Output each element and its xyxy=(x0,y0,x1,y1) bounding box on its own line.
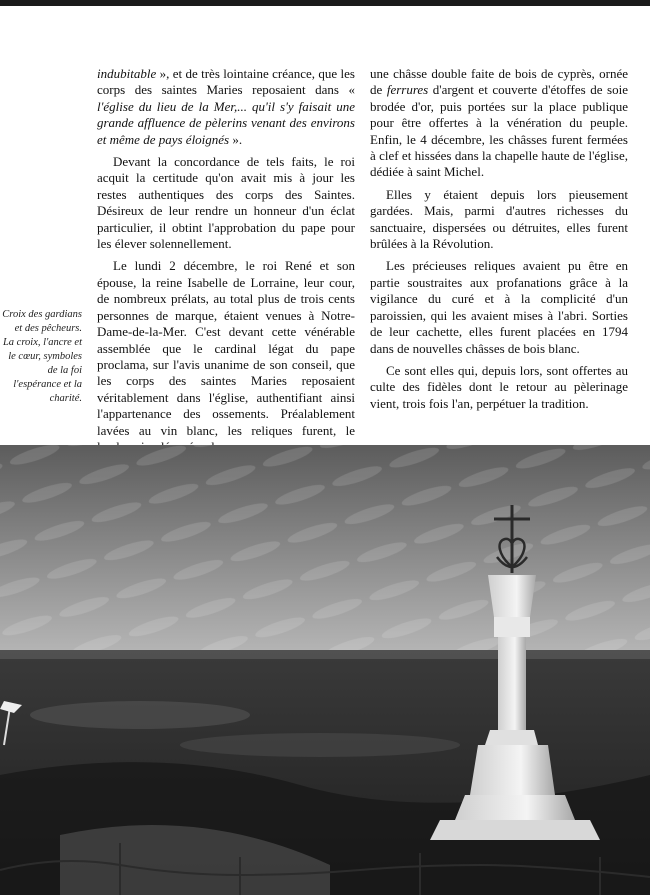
page-top-border xyxy=(0,0,650,6)
photo-caption: Croix des gardians et des pêcheurs. La croix, l'ancre et le cœur, symboles de la foi l'espérance et la charité. xyxy=(2,309,82,404)
photo-camargue-cross xyxy=(0,445,650,895)
water-pool xyxy=(30,701,250,729)
text-column-left xyxy=(97,66,355,461)
paragraph xyxy=(370,66,628,181)
clouds xyxy=(0,445,650,660)
text-run: une châsse double faite de bois de cyprès, ornée de xyxy=(370,66,628,98)
text-run: », et de très lointaine créance, que les corps des saintes Maries reposaient dans « xyxy=(97,66,355,98)
paragraph: Ce sont elles qui, depuis lors, sont offertes au culte des fidèles dont le retour au pèlerinage vient, trois fois l'an, perpétuer la tradition. xyxy=(370,362,628,411)
text-column-right xyxy=(370,66,628,418)
text-run: d'argent et couverte d'étoffes de soie brodée d'or, puis portées sur la place publique pour être offertes à la vénération du peuple. Enfin, le 4 décembre, les châsses furent fermées à clef et hissées dans la chapelle haute de l'église, dédiée à saint Michel. xyxy=(370,82,628,180)
italic-quote: indubitable xyxy=(97,66,157,81)
paragraph xyxy=(97,66,355,148)
paragraph: Les précieuses reliques avaient pu être en partie soustraites aux profanations grâce à la vigilance du curé et à la complicité d'un paroissien, qui les avaient mises à l'abri. Sorties de leur cachette, elles furent placées en 1794 dans de nouvelles châsses de bois blanc. xyxy=(370,258,628,356)
text-run: ». xyxy=(229,131,243,147)
paragraph: Elles y étaient depuis lors pieusement gardées. Mais, parmi d'autres richesses du sanctuaire, dispersées ou détruites, elles furent brûlées à la Révolution. xyxy=(370,186,628,252)
italic-word: ferrures xyxy=(386,82,429,98)
paragraph: Le lundi 2 décembre, le roi René et son épouse, la reine Isabelle de Lorraine, leur cour, de nombreux prélats, au total plus de trois cents personnes de marque, étaient venues à Notre-Dame-de-la-Mer. C'est devant cette vénérable assemblée que le cardinal légat du pape proclama, sur l'avis unanime de son conseil, que les corps des saintes Maries reposaient véritablement dans l'église, authentifiant ainsi l'appartenance des ossements. Préalablement lavées au vin blanc, les reliques furent, le xyxy=(97,258,355,438)
paragraph: Devant la concordance de tels faits, le roi acquit la certitude qu'on avait mis à jour les restes authentiques des corps des Saintes. Désireux de leur rendre un honneur d'un éclat particulier, il obtint l'approbation du pape pour les élever solennellement. xyxy=(97,154,355,252)
italic-quote: l'église du lieu de la Mer,... qu'il s'y faisait une grande affluence de pèlerins venant des environs et même de pays éloignés xyxy=(97,98,355,147)
